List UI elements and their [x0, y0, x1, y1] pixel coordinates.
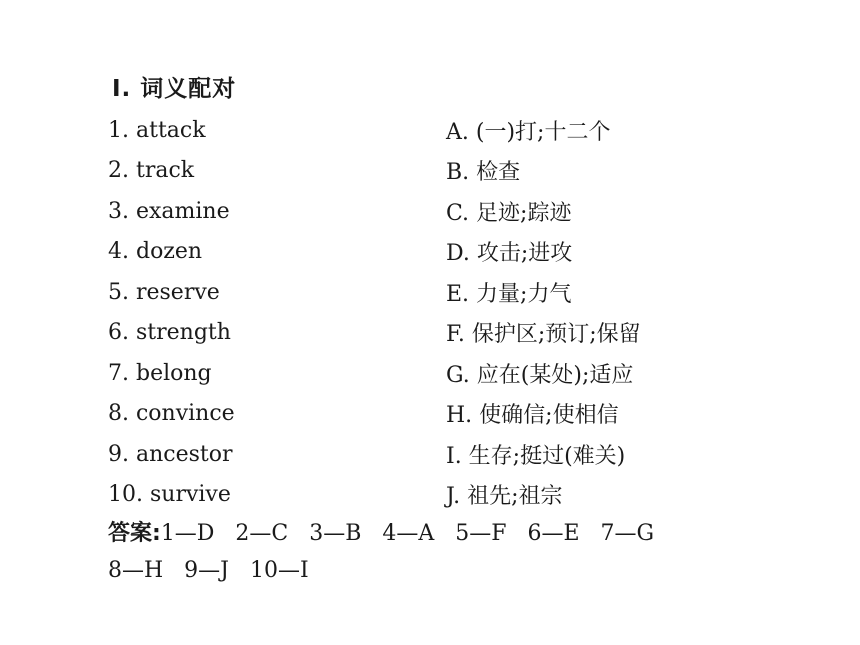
meaning-g: G. 应在(某处);适应 — [446, 362, 634, 388]
word-6: 6. strength — [108, 320, 231, 346]
word-3: 3. examine — [108, 198, 230, 224]
word-9: 9. ancestor — [108, 441, 233, 467]
list-item — [108, 475, 808, 516]
answer-line-2 — [108, 558, 309, 583]
list-item — [108, 434, 808, 475]
meaning-h: H. 使确信;使相信 — [446, 403, 619, 429]
word-4: 4. dozen — [108, 239, 203, 265]
list-item — [108, 353, 808, 394]
word-8: 8. convince — [108, 401, 235, 427]
answer-label: 答案: — [108, 521, 161, 546]
meaning-d: D. 攻击;进攻 — [446, 241, 573, 267]
list-item — [108, 313, 808, 354]
word-1: 1. attack — [108, 117, 206, 143]
meaning-f: F. 保护区;预订;保留 — [446, 322, 641, 348]
word-10: 10. survive — [108, 482, 231, 508]
answer-line-1 — [108, 516, 654, 547]
list-item — [108, 151, 808, 192]
section-title: Ⅰ. 词义配对 — [112, 76, 237, 102]
meaning-e: E. 力量;力气 — [446, 281, 572, 307]
meaning-j: J. 祖先;祖宗 — [446, 484, 563, 510]
matching-list — [108, 110, 808, 515]
list-item — [108, 394, 808, 435]
meaning-i: I. 生存;挺过(难关) — [446, 443, 626, 469]
list-item — [108, 110, 808, 151]
word-7: 7. belong — [108, 360, 212, 386]
meaning-a: A. (一)打;十二个 — [446, 119, 611, 145]
answer-values-2: 8—H 9—J 10—I — [108, 558, 309, 583]
word-5: 5. reserve — [108, 279, 220, 305]
list-item — [108, 191, 808, 232]
meaning-c: C. 足迹;踪迹 — [446, 200, 572, 226]
answer-values-1: 1—D 2—C 3—B 4—A 5—F 6—E 7—G — [160, 521, 655, 546]
list-item — [108, 232, 808, 273]
list-item — [108, 272, 808, 313]
word-2: 2. track — [108, 158, 195, 184]
meaning-b: B. 检查 — [446, 160, 521, 186]
